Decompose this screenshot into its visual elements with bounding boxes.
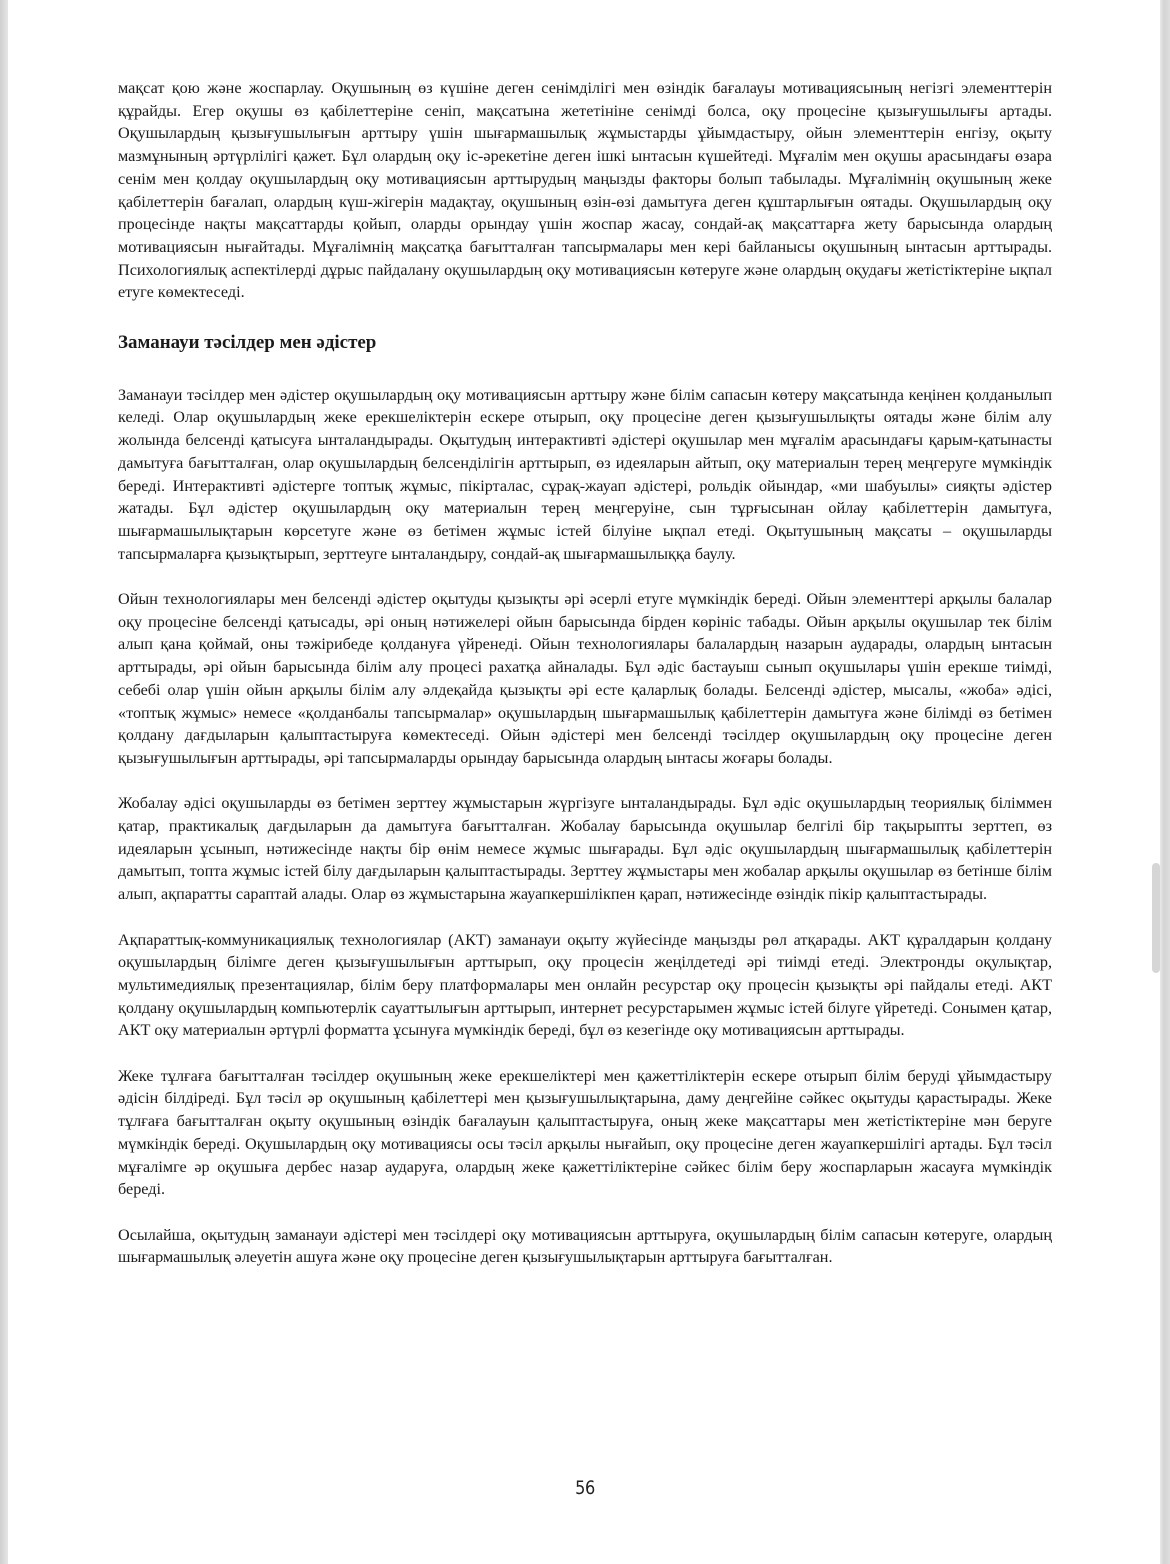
section-paragraph: Ойын технологиялары мен белсенді әдістер оқытуды қызықты әрі әсерлі етуге мүмкіндік береді. Ойын элементтері арқылы балалар оқу процесіне белсенді қатысады, әрі оның нәтижелері ойын барысында бірден көрініс табады. Ойын арқылы оқушылар тек білім алып қана қоймай, оны тәжірибеде қолдануға үйренеді. Ойын технологиялары балалардың назарын аударады, олардың ынтасын арттырады, әрі ойын барысында білім алу процесі рахатқа айналады. Бұл әдіс бастауыш сынып оқушылары үшін ерекше тиімді, себебі олар үшін ойын арқылы білім алу әлдеқайда қызықты әрі есте қаларлық болады. Белсенді әдістер, мысалы, «жоба» әдісі, «топтық жұмыс» немесе «қолданбалы тапсырмалар» оқушылардың шығармашылық қабілеттерін дамытуға және білімді өз бетімен қолдану дағдыларын қалыптастыруға көмектеседі. Ойын әдістері мен белсенді тәсілдер оқушылардың оқу процесіне деген қызығушылығын арттырады, әрі тапсырмаларды орындау барысында олардың ынтасы жоғары болады.	[118, 590, 1052, 767]
section-paragraph: Заманауи тәсілдер мен әдістер оқушылардың оқу мотивациясын арттыру және білім сапасын көтеру мақсатында кеңінен қолданылып келеді. Олар оқушылардың жеке ерекшеліктерін ескере отырып, оқу процесіне деген қызығушылықты оятады және білім алу жолында белсенді қатысуға ынталандырады. Оқытудың интерактивті әдістері оқушылар мен мұғалім арасындағы қарым-қатынасты дамытуға бағытталған, олар оқушылардың белсенділігін арттырып, өз идеяларын айтып, оқу материалын терең меңгеруге мүмкіндік береді. Интерактивті әдістерге топтық жұмыс, пікірталас, сұрақ-жауап әдістері, рольдік ойындар, «ми шабуылы» сияқты әдістер жатады. Бұл әдістер оқушылардың оқу материалын терең меңгеруіне, сын тұрғысынан ойлау қабілеттерін дамытуға, шығармашылықтарын көрсетуге және өз бетімен жұмыс істей білуіне ықпал етеді. Оқытушының мақсаты – оқушыларды тапсырмаларға қызықтырып, зерттеуге ынталандыру, сондай-ақ шығармашылыққа баулу.	[118, 385, 1052, 563]
intro-paragraph: мақсат қою және жоспарлау. Оқушының өз күшіне деген сенімділігі мен өзіндік бағалауы мотивациясының негізгі элементтерін құрайды. Егер оқушы өз қабілеттеріне сеніп, мақсатына жететініне сенімді болса, оқу процесіне қызығушылығы артады. Оқушылардың қызығушылығын арттыру үшін шығармашылық жұмыстарды ұйымдастыру, ойын элементтерін енгізу, оқыту мазмұнының әртүрлілігі қажет. Бұл олардың оқу іс-әрекетіне деген ішкі ынтасын күшейтеді. Мұғалім мен оқушы арасындағы өзара сенім мен қолдау оқушылардың оқу мотивациясын арттырудың маңызды факторы болып табылады. Мұғалімнің оқушының жеке қабілеттерін бағалап, олардың күш-жігерін мадақтау, оқушының өзін-өзі дамытуға деген құштарлығын оятады. Оқушылардың оқу процесінде нақты мақсаттарды қойып, оларды орындау үшін жоспар жасау, сондай-ақ мақсаттарға жету барысында олардың мотивациясын нығайтады. Мұғалімнің мақсатқа бағытталған тапсырмалары мен кері байланысы оқушының ынтасын арттырады. Психологиялық аспектілерді дұрыс пайдалану оқушылардың оқу мотивациясын көтеруге және олардың оқудағы жетістіктеріне ықпал етуге көмектеседі.	[118, 79, 1052, 302]
spacer	[118, 770, 1052, 793]
spacer	[118, 304, 1052, 332]
viewer-left-edge	[0, 0, 8, 1564]
spacer	[118, 355, 1052, 384]
scrollbar-track[interactable]	[1160, 0, 1170, 1564]
document-page	[118, 77, 1052, 1269]
spacer	[118, 1201, 1052, 1224]
section-paragraph: Жеке тұлғаға бағытталған тәсілдер оқушының жеке ерекшеліктері мен қажеттіліктерін ескере отырып білім беруді ұйымдастыру әдісін білдіреді. Бұл тәсіл әр оқушының қабілеттері мен қызығушылықтарына, даму деңгейіне сәйкес оқытуды қарастырады. Жеке тұлғаға бағытталған оқыту оқушының өзіндік бағалауын қалыптастыруға, оның жеке мақсаттары мен жетістіктеріне мән беруге мүмкіндік береді. Оқушылардың оқу мотивациясы осы тәсіл арқылы нығайып, оқу процесіне деген жауапкершілігі артады. Бұл тәсіл мұғалімге әр оқушыға дербес назар аударуға, олардың жеке қажеттіліктеріне сәйкес білім беру жоспарларын жасауға мүмкіндік береді.	[118, 1066, 1052, 1199]
scrollbar-thumb[interactable]	[1152, 863, 1160, 973]
page-number: 56	[575, 1477, 595, 1499]
section-paragraph: Ақпараттық-коммуникациялық технологиялар (АКТ) заманауи оқыту жүйесінде маңызды рөл атқарады. АКТ құралдарын қолдану оқушылардың білімге деген қызығушылығын арттырып, оқу процесін жеңілдетеді әрі тиімді етеді. Электронды оқулықтар, мультимедиялық презентациялар, білім беру платформалары мен онлайн ресурстар оқу процесін қызықты әрі пайдалы етеді. АКТ қолдану оқушылардың компьютерлік сауаттылығын арттырып, интернет ресурстарымен жұмыс істей білуге үйретеді. Сонымен қатар, АКТ оқу материалын әртүрлі форматта ұсынуға мүмкіндік береді, бұл өз кезегінде оқу мотивациясын арттырады.	[118, 930, 1052, 1040]
spacer	[118, 1042, 1052, 1065]
spacer	[118, 906, 1052, 929]
conclusion-paragraph: Осылайша, оқытудың заманауи әдістері мен тәсілдері оқу мотивациясын арттыруға, оқушылардың білім сапасын көтеруге, олардың шығармашылық әлеуетін ашуға және оқу процесіне деген қызығушылықтарын арттыруға бағытталған.	[118, 1225, 1052, 1267]
section-heading: Заманауи тәсілдер мен әдістер	[118, 332, 377, 354]
section-paragraph: Жобалау әдісі оқушыларды өз бетімен зерттеу жұмыстарын жүргізуге ынталандырады. Бұл әдіс оқушылардың теориялық біліммен қатар, практикалық дағдыларын да дамытуға бағытталған. Жобалау барысында оқушылар белгілі бір тақырыпты зерттеп, өз идеяларын ұсынып, нәтижесінде нақты бір өнім немесе жұмыс шығарады. Бұл әдіс оқушылардың шығармашылық қабілеттерін дамытып, топта жұмыс істей білу дағдыларын қалыптастырады. Зерттеу жұмыстары мен жобалар арқылы оқушылар өз бетінше білім алып, ақпаратты сараптай алады. Олар өз жұмыстарына жауапкершілікпен қарап, нәтижесінде өзіндік пікір қалыптастырады.	[118, 794, 1052, 904]
spacer	[118, 565, 1052, 588]
